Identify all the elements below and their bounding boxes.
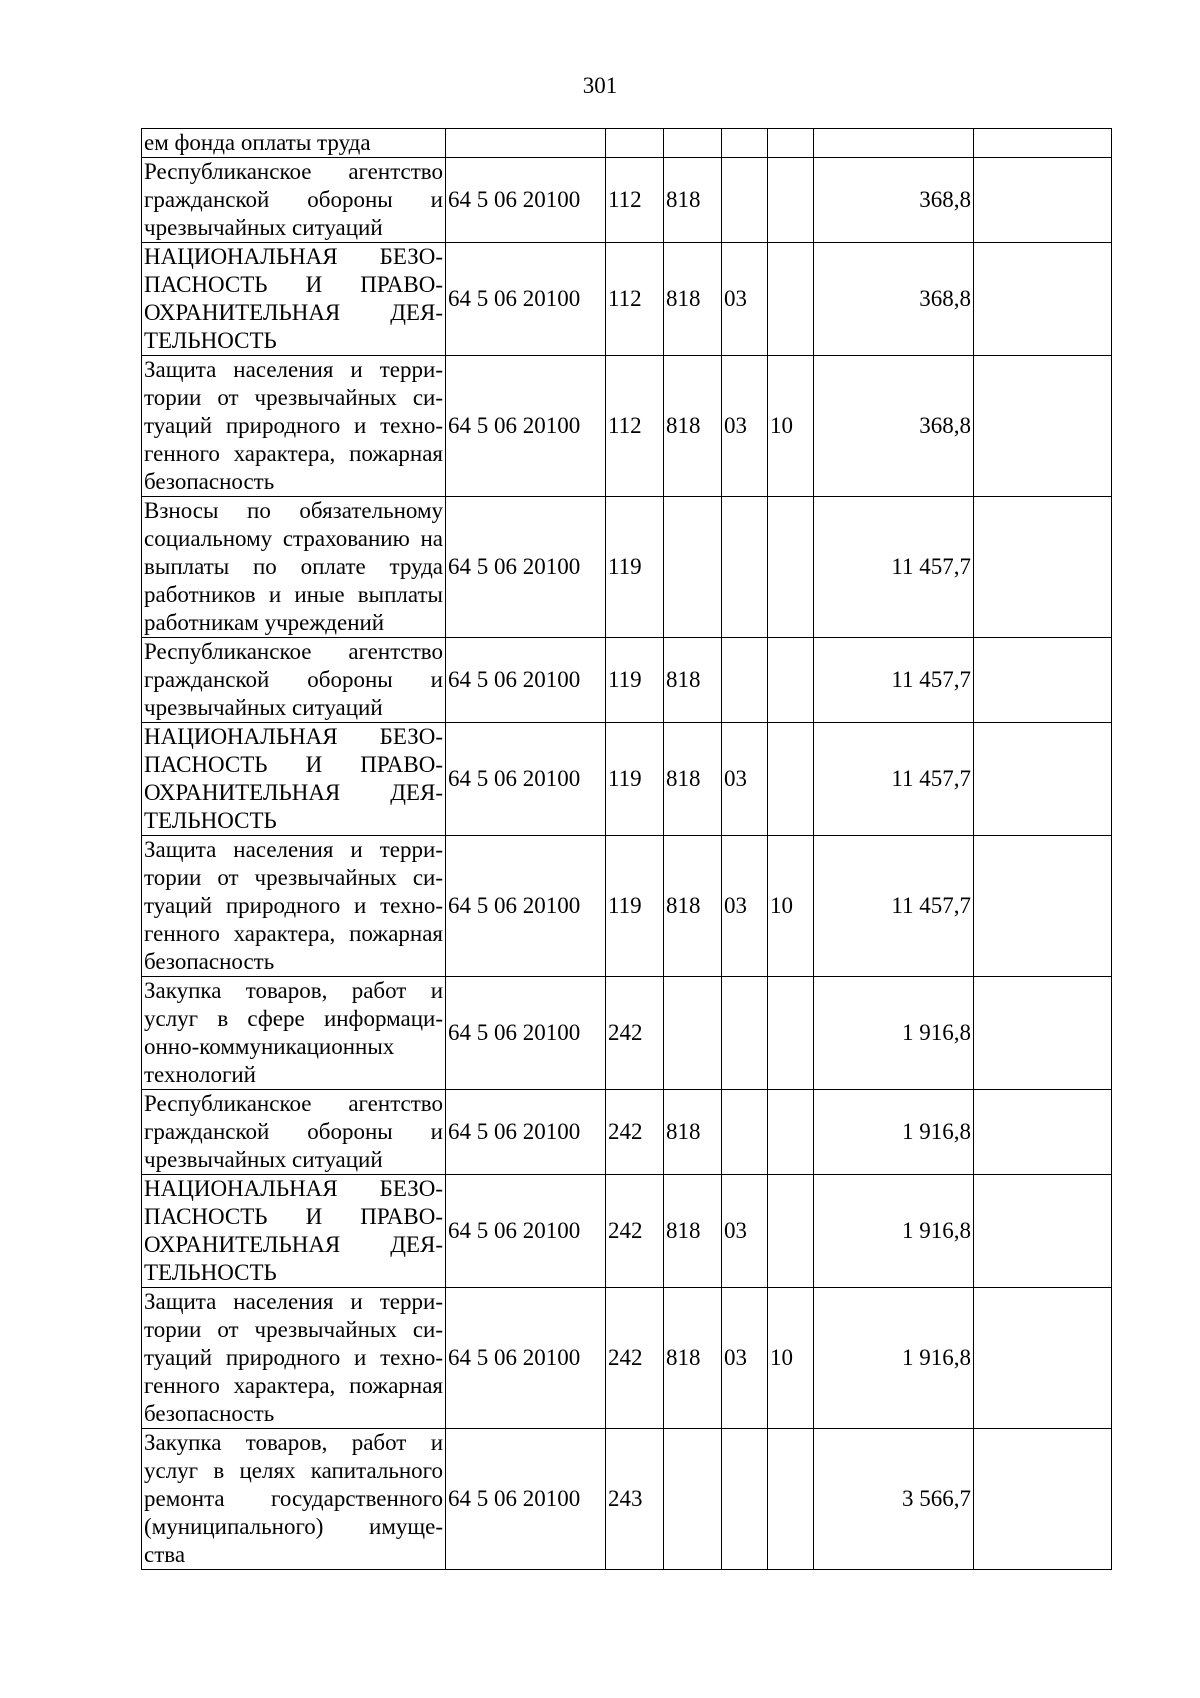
empty-cell: [974, 1175, 1112, 1288]
target-article-cell: 64 5 06 20100: [446, 1175, 606, 1288]
amount-cell: 3 566,7: [814, 1429, 974, 1570]
expense-type-cell: 242: [606, 1175, 664, 1288]
item-name-cell: Республиканское агентство гражданской обороны и чрезвычайных ситуаций: [142, 158, 446, 243]
target-article-cell: [446, 129, 606, 158]
section-code-cell: [722, 1429, 768, 1570]
administrator-code-cell: 818: [664, 243, 722, 356]
empty-cell: [974, 129, 1112, 158]
target-article-cell: 64 5 06 20100: [446, 158, 606, 243]
amount-cell: 11 457,7: [814, 836, 974, 977]
target-article-cell: 64 5 06 20100: [446, 836, 606, 977]
section-code-cell: [722, 158, 768, 243]
subsection-code-cell: [768, 638, 814, 723]
empty-cell: [974, 497, 1112, 638]
table-row: [142, 356, 1112, 497]
subsection-code-cell: 10: [768, 356, 814, 497]
table-row: [142, 1288, 1112, 1429]
administrator-code-cell: [664, 497, 722, 638]
amount-cell: 368,8: [814, 356, 974, 497]
target-article-cell: 64 5 06 20100: [446, 638, 606, 723]
amount-cell: 1 916,8: [814, 1175, 974, 1288]
target-article-cell: 64 5 06 20100: [446, 977, 606, 1090]
amount-cell: 1 916,8: [814, 1090, 974, 1175]
table-row: [142, 158, 1112, 243]
target-article-cell: 64 5 06 20100: [446, 1288, 606, 1429]
table-row: [142, 1090, 1112, 1175]
expense-type-cell: 112: [606, 158, 664, 243]
expense-type-cell: 243: [606, 1429, 664, 1570]
table-row: [142, 836, 1112, 977]
subsection-code-cell: [768, 1175, 814, 1288]
budget-table: [141, 128, 1112, 1570]
item-name-cell: Взносы по обязательному социальному страхованию на выплаты по оплате труда работников и иные выплаты работникам учреждений: [142, 497, 446, 638]
section-code-cell: 03: [722, 1288, 768, 1429]
empty-cell: [974, 1288, 1112, 1429]
empty-cell: [974, 1090, 1112, 1175]
section-code-cell: 03: [722, 1175, 768, 1288]
item-name-cell: НАЦИОНАЛЬНАЯ БЕЗО-ПАСНОСТЬ И ПРАВО-ОХРАНИТЕЛЬНАЯ ДЕЯ-ТЕЛЬНОСТЬ: [142, 1175, 446, 1288]
empty-cell: [974, 1429, 1112, 1570]
table-row: [142, 1429, 1112, 1570]
table-row: [142, 497, 1112, 638]
section-code-cell: 03: [722, 243, 768, 356]
subsection-code-cell: [768, 497, 814, 638]
administrator-code-cell: 818: [664, 1288, 722, 1429]
empty-cell: [974, 977, 1112, 1090]
expense-type-cell: [606, 129, 664, 158]
empty-cell: [974, 158, 1112, 243]
administrator-code-cell: 818: [664, 356, 722, 497]
amount-cell: [814, 129, 974, 158]
item-name-cell: Закупка товаров, работ и услуг в целях капитального ремонта государственного (муниципального) имуще-ства: [142, 1429, 446, 1570]
empty-cell: [974, 356, 1112, 497]
target-article-cell: 64 5 06 20100: [446, 356, 606, 497]
amount-cell: 11 457,7: [814, 638, 974, 723]
subsection-code-cell: [768, 1429, 814, 1570]
administrator-code-cell: 818: [664, 1090, 722, 1175]
item-name-cell: Защита населения и терри-тории от чрезвычайных си-туаций природного и техно-генного характера, пожарная безопасность: [142, 356, 446, 497]
section-code-cell: [722, 129, 768, 158]
section-code-cell: 03: [722, 356, 768, 497]
table-row: [142, 1175, 1112, 1288]
table-row: [142, 977, 1112, 1090]
section-code-cell: [722, 638, 768, 723]
empty-cell: [974, 723, 1112, 836]
administrator-code-cell: [664, 129, 722, 158]
administrator-code-cell: 818: [664, 723, 722, 836]
section-code-cell: [722, 1090, 768, 1175]
subsection-code-cell: [768, 158, 814, 243]
item-name-cell: Защита населения и терри-тории от чрезвычайных си-туаций природного и техно-генного характера, пожарная безопасность: [142, 836, 446, 977]
table-row: [142, 723, 1112, 836]
table-row: [142, 129, 1112, 158]
empty-cell: [974, 836, 1112, 977]
target-article-cell: 64 5 06 20100: [446, 497, 606, 638]
table-row: [142, 243, 1112, 356]
expense-type-cell: 119: [606, 836, 664, 977]
item-name-cell: ем фонда оплаты труда: [142, 129, 446, 158]
subsection-code-cell: [768, 243, 814, 356]
item-name-cell: Республиканское агентство гражданской обороны и чрезвычайных ситуаций: [142, 1090, 446, 1175]
target-article-cell: 64 5 06 20100: [446, 1090, 606, 1175]
subsection-code-cell: 10: [768, 836, 814, 977]
amount-cell: 11 457,7: [814, 497, 974, 638]
item-name-cell: НАЦИОНАЛЬНАЯ БЕЗО-ПАСНОСТЬ И ПРАВО-ОХРАНИТЕЛЬНАЯ ДЕЯ-ТЕЛЬНОСТЬ: [142, 243, 446, 356]
expense-type-cell: 242: [606, 977, 664, 1090]
amount-cell: 368,8: [814, 243, 974, 356]
subsection-code-cell: [768, 1090, 814, 1175]
expense-type-cell: 119: [606, 723, 664, 836]
section-code-cell: [722, 497, 768, 638]
table-row: [142, 638, 1112, 723]
page-number: 301: [582, 73, 618, 98]
amount-cell: 368,8: [814, 158, 974, 243]
subsection-code-cell: [768, 977, 814, 1090]
expense-type-cell: 119: [606, 638, 664, 723]
item-name-cell: Защита населения и терри-тории от чрезвычайных си-туаций природного и техно-генного характера, пожарная безопасность: [142, 1288, 446, 1429]
section-code-cell: 03: [722, 836, 768, 977]
administrator-code-cell: 818: [664, 638, 722, 723]
administrator-code-cell: 818: [664, 158, 722, 243]
section-code-cell: [722, 977, 768, 1090]
target-article-cell: 64 5 06 20100: [446, 243, 606, 356]
expense-type-cell: 112: [606, 356, 664, 497]
empty-cell: [974, 638, 1112, 723]
item-name-cell: Республиканское агентство гражданской обороны и чрезвычайных ситуаций: [142, 638, 446, 723]
administrator-code-cell: [664, 977, 722, 1090]
budget-table-body: [142, 129, 1112, 1570]
administrator-code-cell: 818: [664, 836, 722, 977]
target-article-cell: 64 5 06 20100: [446, 1429, 606, 1570]
expense-type-cell: 242: [606, 1288, 664, 1429]
item-name-cell: Закупка товаров, работ и услуг в сфере информаци-онно-коммуникационных технологий: [142, 977, 446, 1090]
target-article-cell: 64 5 06 20100: [446, 723, 606, 836]
section-code-cell: 03: [722, 723, 768, 836]
amount-cell: 1 916,8: [814, 1288, 974, 1429]
expense-type-cell: 242: [606, 1090, 664, 1175]
amount-cell: 1 916,8: [814, 977, 974, 1090]
item-name-cell: НАЦИОНАЛЬНАЯ БЕЗО-ПАСНОСТЬ И ПРАВО-ОХРАНИТЕЛЬНАЯ ДЕЯ-ТЕЛЬНОСТЬ: [142, 723, 446, 836]
amount-cell: 11 457,7: [814, 723, 974, 836]
empty-cell: [974, 243, 1112, 356]
administrator-code-cell: [664, 1429, 722, 1570]
administrator-code-cell: 818: [664, 1175, 722, 1288]
subsection-code-cell: [768, 723, 814, 836]
expense-type-cell: 119: [606, 497, 664, 638]
expense-type-cell: 112: [606, 243, 664, 356]
subsection-code-cell: [768, 129, 814, 158]
subsection-code-cell: 10: [768, 1288, 814, 1429]
